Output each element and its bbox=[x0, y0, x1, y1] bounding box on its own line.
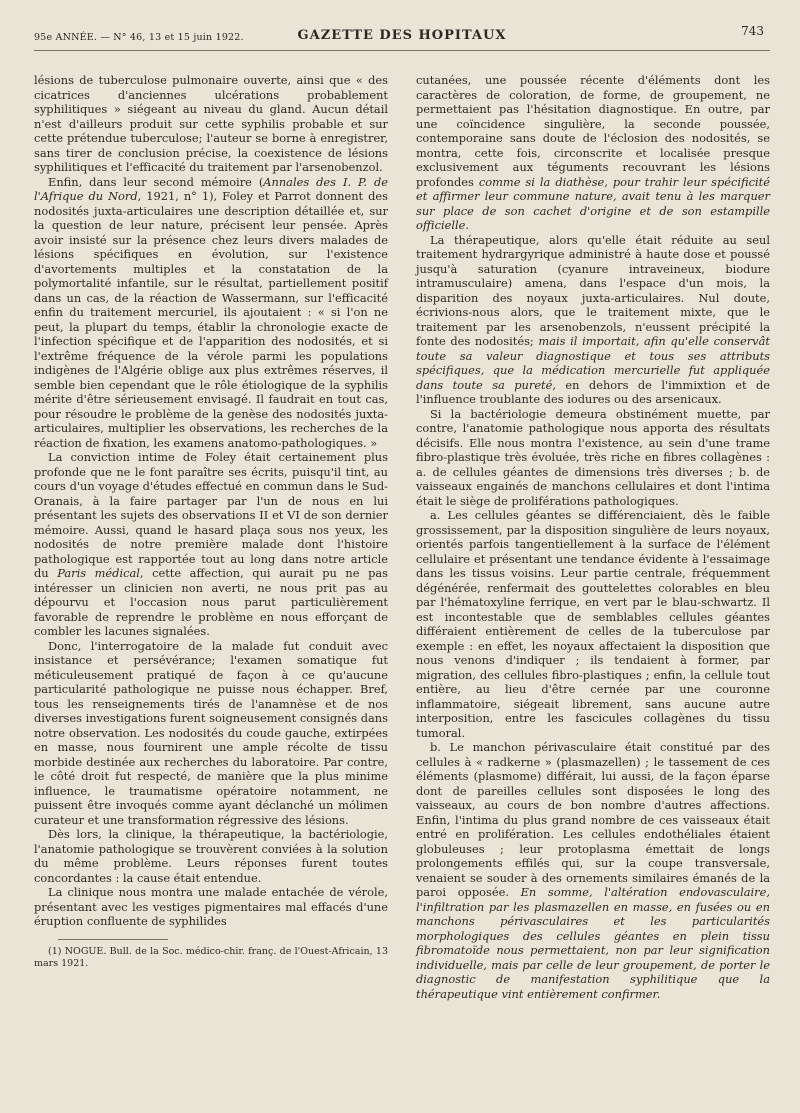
text-columns bbox=[34, 73, 770, 1001]
paragraph: a. Les cellules géantes se différenciaient, dès le faible grossissement, par la disposition singulière de leurs noyaux, orientés parfois tangentiellement à la surface de l'élément cellulaire et présentant une tendance évidente à l'essaimage dans les tissus voisins. Leur partie centrale, fréquemment dégénérée, renfermait des gouttelettes colorables en bleu par l'hématoxyline ferrique, en vert par le blau-schwartz. Il est incontestable que de semblables cellules géantes différaient entièrement de celles de la tuberculose par exemple : en effet, les noyaux affectaient la disposition que nous venons d'indiquer ; ils tendaient à former, par migration, des cellules fibro-plastiques ; enfin, la cellule tout entière, au lieu d'être cernée par une couronne inflammatoire, siégeait librement, sans aucune autre interposition, entre les fascicules collagènes du tissu tumoral. bbox=[416, 508, 770, 740]
issue-line: 95e ANNÉE. — N° 46, 13 et 15 juin 1922. bbox=[34, 32, 244, 43]
paragraph: b. Le manchon périvasculaire était constitué par des cellules à « radkerne » (plasmazellen) ; le tassement de ces éléments (plasmome) différait, lui aussi, de la façon éparse dont de pareilles cellules sont disposées le long des vaisseaux, au cours de bon nombre d'autres affections. Enfin, l'intima du plus grand nombre de ces vaisseaux était entré en prolifération. Les cellules endothéliales étaient globuleuses ; leur protoplasma émettait de longs prolongements effilés qui, sur la coupe transversale, venaient se souder à des ornements similaires émanés de la paroi opposée. En somme, l'altération endovasculaire, l'infiltration par les plasmazellen en masse, en fusées ou en manchons périvasculaires et les particularités morphologiques des cellules géantes en plein tissu fibromatoïde nous permettaient, non par leur signification individuelle, mais par celle de leur groupement, de porter le diagnostic de manifestation syphilitique que la thérapeutique vint entièrement confirmer. bbox=[416, 740, 770, 1001]
paragraph: Dès lors, la clinique, la thérapeutique, la bactériologie, l'anatomie pathologique se trouvèrent conviées à la solution du même problème. Leurs réponses furent toutes concordantes : la cause était entendue. bbox=[34, 827, 388, 885]
footnote-separator bbox=[58, 939, 168, 940]
page-number: 743 bbox=[741, 24, 764, 38]
paragraph: Si la bactériologie demeura obstinément muette, par contre, l'anatomie pathologique nous apporta des résultats décisifs. Elle nous montra l'existence, au sein d'une trame fibro-plastique très évoluée, très riche en fibres collagènes : a. de cellules géantes de dimensions très diverses ; b. de vaisseaux engainés de manchons cellulaires et dont l'intima était le siège de proliférations pathologiques. bbox=[416, 406, 770, 508]
journal-title: GAZETTE DES HOPITAUX bbox=[297, 28, 507, 43]
page-header bbox=[34, 22, 770, 51]
footnote: (1) NOGUE. Bull. de la Soc. médico-chir. franç. de l'Ouest-Africain, 13 mars 1921. bbox=[34, 945, 388, 969]
paragraph: Enfin, dans leur second mémoire (Annales des I. P. de l'Afrique du Nord, 1921, n° 1), Foley et Parrot donnent des nodosités juxta-articulaires une description détaillée et, sur la question de leur nature, précisent leur pensée. Après avoir insisté sur la présence chez leurs divers malades de lésions spécifiques en évolution, sur l'existence d'avortements multiples et la constatation de la polymortalité infantile, sur le résultat, partiellement positif dans un cas, de la réaction de Wassermann, sur l'efficacité enfin du traitement mercuriel, ils ajoutaient : « si l'on ne peut, la plupart du temps, établir la chronologie exacte de l'infection spécifique et de l'apparition des nodosités, et si l'extrême fréquence de la vérole parmi les populations indigènes de l'Algérie oblige aux plus extrêmes réserves, il semble bien cependant que le rôle étiologique de la syphilis mérite d'être sérieusement envisagé. Il faudrait en tout cas, pour résoudre le problème de la genèse des nodosités juxta-articulaires, multiplier les observations, les recherches de la réaction de fixation, les examens anatomo-pathologiques. » bbox=[34, 174, 389, 450]
paragraph: La conviction intime de Foley était certainement plus profonde que ne le font paraître ses écrits, puisqu'il tint, au cours d'un voyage d'études effectué en commun dans le Sud-Oranais, à la faire partager par l'un de nous en lui présentant les sujets des observations II et VI de son dernier mémoire. Aussi, quand le hasard plaça sous nos yeux, les nodosités de notre première malade dont l'histoire pathologique est rapportée tout au long dans notre article du Paris médical, cette affection, qui aurait pu ne pas intéresser un clinicien non averti, ne nous prit pas au dépourvu et l'occasion nous parut particulièrement favorable de reprendre le problème en nous efforçant de combler les lacunes signalées. bbox=[34, 450, 388, 638]
paragraph: lésions de tuberculose pulmonaire ouverte, ainsi que « des cicatrices d'anciennes ulcérations probablement syphilitiques » siégeant au niveau du gland. Aucun détail n'est d'ailleurs produit sur cette syphilis probable et sur cette prétendue tuberculose; l'auteur se borne à enregistrer, sans tirer de conclusion précise, la coexistence de lésions syphilitiques et l'efficacité du traitement par l'arsenobenzol. bbox=[34, 73, 388, 174]
right-column bbox=[416, 73, 770, 1001]
paragraph: La thérapeutique, alors qu'elle était réduite au seul traitement hydrargyrique administré à haute dose et poussé jusqu'à saturation (cyanure intraveineux, biodure intramusculaire) amena, dans l'espace d'un mois, la disparition des noyaux juxta-articulaires. Nul doute, écrivions-nous alors, que le traitement mixte, que le traitement par les arsenobenzols, n'eussent précipité la fonte des nodosités; mais il importait, afin qu'elle conservât toute sa valeur diagnostique et tous ses attributs spécifiques, que la médication mercurielle fut appliquée dans toute sa pureté, en dehors de l'immixtion et de l'influence troublante des iodures ou des arsenicaux. bbox=[416, 232, 771, 406]
paragraph: cutanées, une poussée récente d'éléments dont les caractères de coloration, de forme, de groupement, ne permettaient pas l'hésitation diagnostique. En outre, par une coïncidence singulière, la seconde poussée, contemporaine sans doute de l'éclosion des nodosités, se montra, cette fois, circonscrite et localisée presque exclusivement aux téguments recouvrant les lésions profondes comme si la diathèse, pour trahir leur spécificité et affirmer leur commune nature, avait tenu à les marquer sur place de son cachet d'origine et de son estampille officielle. bbox=[416, 73, 770, 232]
paragraph: La clinique nous montra une malade entachée de vérole, présentant avec les vestiges pigmentaires mal effacés d'une éruption confluente de syphilides bbox=[34, 885, 388, 928]
left-column bbox=[34, 73, 388, 1001]
paragraph: Donc, l'interrogatoire de la malade fut conduit avec insistance et persévérance; l'examen somatique fut méticuleusement pratiqué de façon à ce qu'aucune particularité pathologique ne puisse nous échapper. Bref, tous les renseignements tirés de l'anamnèse et de nos diverses investigations furent soigneusement consignés dans notre observation. Les nodosités du coude gauche, extirpées en masse, nous fournirent une ample récolte de tissu morbide destinée aux recherches du laboratoire. Par contre, le côté droit fut respecté, de manière que la plus minime influence, le traumatisme opératoire notamment, ne puissent être invoqués comme ayant déclanché un mólimen curateur et une transformation régressive des lésions. bbox=[34, 638, 388, 827]
